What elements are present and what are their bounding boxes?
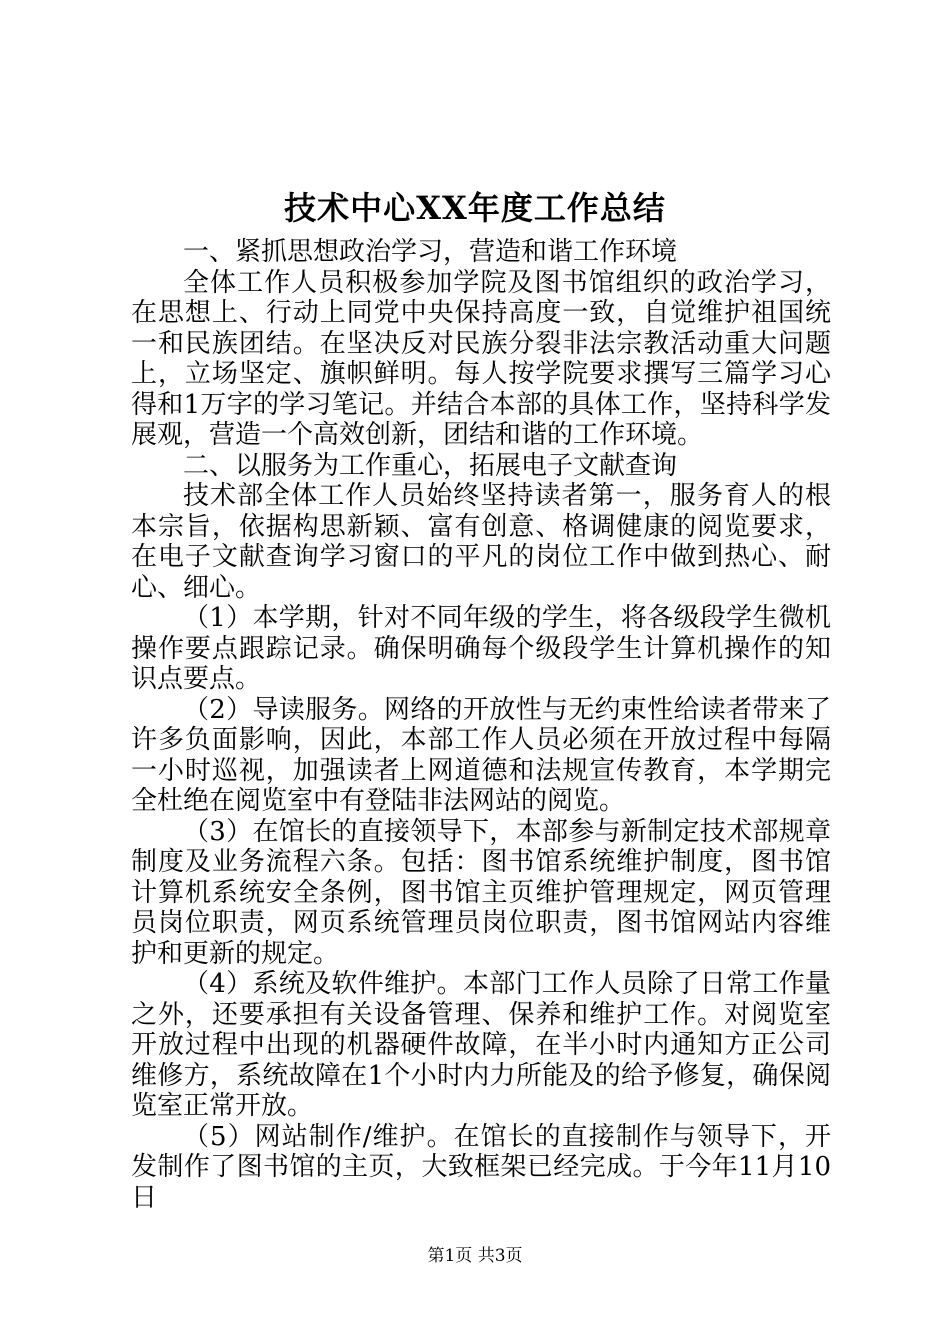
section-heading-1: 一、紧抓思想政治学习，营造和谐工作环境 — [183, 237, 678, 267]
document-title: 技术中心XX年度工作总结 — [284, 189, 666, 227]
document-body — [131, 237, 831, 1213]
list-item-5: （5）网站制作/维护。在馆长的直接制作与领导下，开发制作了图书馆的主页，大致框架已经完成。于今年11月10日 — [131, 1121, 831, 1213]
paragraph-2: 技术部全体工作人员始终坚持读者第一，服务育人的根本宗旨，依据构思新颖、富有创意、格调健康的阅览要求，在电子文献查询学习窗口的平凡的岗位工作中做到热心、耐心、细心。 — [131, 481, 831, 603]
list-item-3: （3）在馆长的直接领导下，本部参与新制定技术部规章制度及业务流程六条。包括：图书馆系统维护制度，图书馆计算机系统安全条例，图书馆主页维护管理规定，网页管理员岗位职责，网页系统管理员岗位职责，图书馆网站内容维护和更新的规定。 — [131, 816, 831, 969]
section-heading-2: 二、以服务为工作重心，拓展电子文献查询 — [183, 450, 678, 481]
list-item-2: （2）导读服务。网络的开放性与无约束性给读者带来了许多负面影响，因此，本部工作人员必须在开放过程中每隔一小时巡视，加强读者上网道德和法规宣传教育，本学期完全杜绝在阅览室中有登陆非法网站的阅览。 — [131, 694, 831, 816]
list-item-4: （4）系统及软件维护。本部门工作人员除了日常工作量之外，还要承担有关设备管理、保养和维护工作。对阅览室开放过程中出现的机器硬件故障，在半小时内通知方正公司维修方，系统故障在1个小时内力所能及的给予修复，确保阅览室正常开放。 — [131, 969, 831, 1121]
list-item-1: （1）本学期，针对不同年级的学生，将各级段学生微机操作要点跟踪记录。确保明确每个级段学生计算机操作的知识点要点。 — [131, 603, 831, 694]
paragraph-1: 全体工作人员积极参加学院及图书馆组织的政治学习，在思想上、行动上同党中央保持高度一致，自觉维护祖国统一和民族团结。在坚决反对民族分裂非法宗教活动重大问题上，立场坚定、旗帜鲜明。每人按学院要求撰写三篇学习心得和1万字的学习笔记。并结合本部的具体工作，坚持科学发展观，营造一个高效创新，团结和谐的工作环境。 — [131, 267, 831, 450]
page-number: 第1页 共3页 — [427, 1246, 523, 1266]
